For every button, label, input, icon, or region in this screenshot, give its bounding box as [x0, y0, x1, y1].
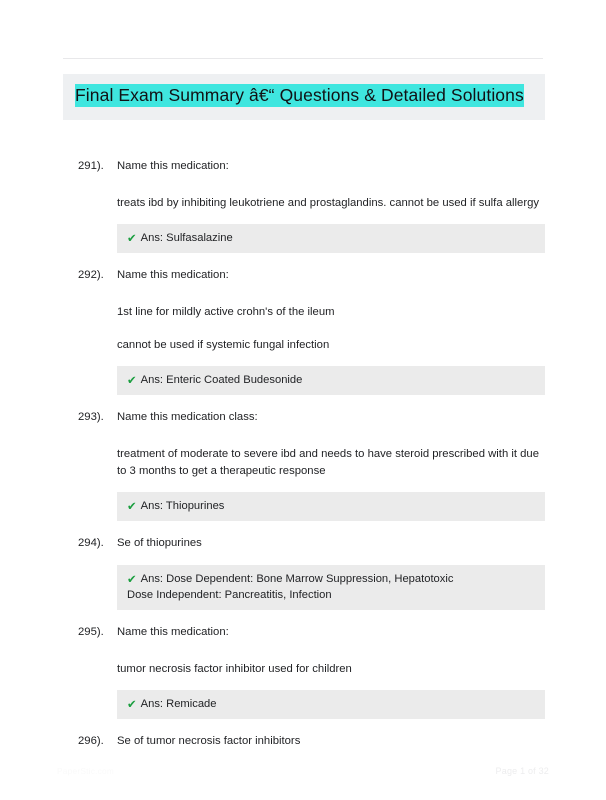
answer-text: Ans: Remicade — [140, 698, 217, 710]
question-list — [0, 158, 606, 770]
question-body: treatment of moderate to severe ibd and needs to have steroid prescribed with it due to 3 months to get a therapeutic response — [117, 448, 539, 477]
check-icon: ✔ — [127, 574, 137, 586]
answer-text: Ans: Dose Dependent: Bone Marrow Suppression, Hepatotoxic — [140, 573, 454, 585]
check-icon: ✔ — [127, 375, 137, 387]
question-prompt: Se of tumor necrosis factor inhibitors — [117, 735, 301, 747]
page-title: Final Exam Summary â€“ Questions & Detailed Solutions — [75, 85, 524, 105]
footer-page-indicator: Page 1 of 32 — [495, 766, 549, 776]
question-prompt: Se of thiopurines — [117, 537, 202, 549]
question-body: 1st line for mildly active crohn's of the ileum — [117, 306, 335, 318]
question-number: 294). — [78, 537, 104, 549]
answer-text-secondary: Dose Independent: Pancreatitis, Infection — [127, 589, 332, 601]
check-icon: ✔ — [127, 501, 137, 513]
document-title-block — [63, 74, 545, 120]
question-item — [0, 624, 606, 719]
check-icon: ✔ — [127, 233, 137, 245]
answer-box — [117, 492, 545, 521]
question-number: 296). — [78, 735, 104, 747]
answer-box — [117, 366, 545, 395]
header-divider — [63, 58, 543, 59]
footer-watermark: PaperStic.com — [57, 766, 115, 776]
answer-box — [117, 565, 545, 610]
question-number: 293). — [78, 411, 104, 423]
question-prompt: Name this medication: — [117, 269, 229, 281]
question-item — [0, 535, 606, 610]
question-item — [0, 267, 606, 395]
answer-text: Ans: Sulfasalazine — [140, 232, 233, 244]
answer-text: Ans: Enteric Coated Budesonide — [140, 374, 303, 386]
question-item — [0, 409, 606, 521]
question-prompt: Name this medication: — [117, 626, 229, 638]
question-number: 291). — [78, 160, 104, 172]
question-prompt: Name this medication class: — [117, 411, 258, 423]
answer-text: Ans: Thiopurines — [140, 500, 225, 512]
question-number: 292). — [78, 269, 104, 281]
question-body: tumor necrosis factor inhibitor used for children — [117, 663, 352, 675]
question-item — [0, 733, 606, 749]
answer-box — [117, 224, 545, 253]
question-number: 295). — [78, 626, 104, 638]
question-item — [0, 158, 606, 253]
answer-box — [117, 690, 545, 719]
question-body: treats ibd by inhibiting leukotriene and prostaglandins. cannot be used if sulfa allergy — [117, 197, 540, 209]
question-prompt: Name this medication: — [117, 160, 229, 172]
question-body: cannot be used if systemic fungal infection — [117, 339, 330, 351]
check-icon: ✔ — [127, 699, 137, 711]
